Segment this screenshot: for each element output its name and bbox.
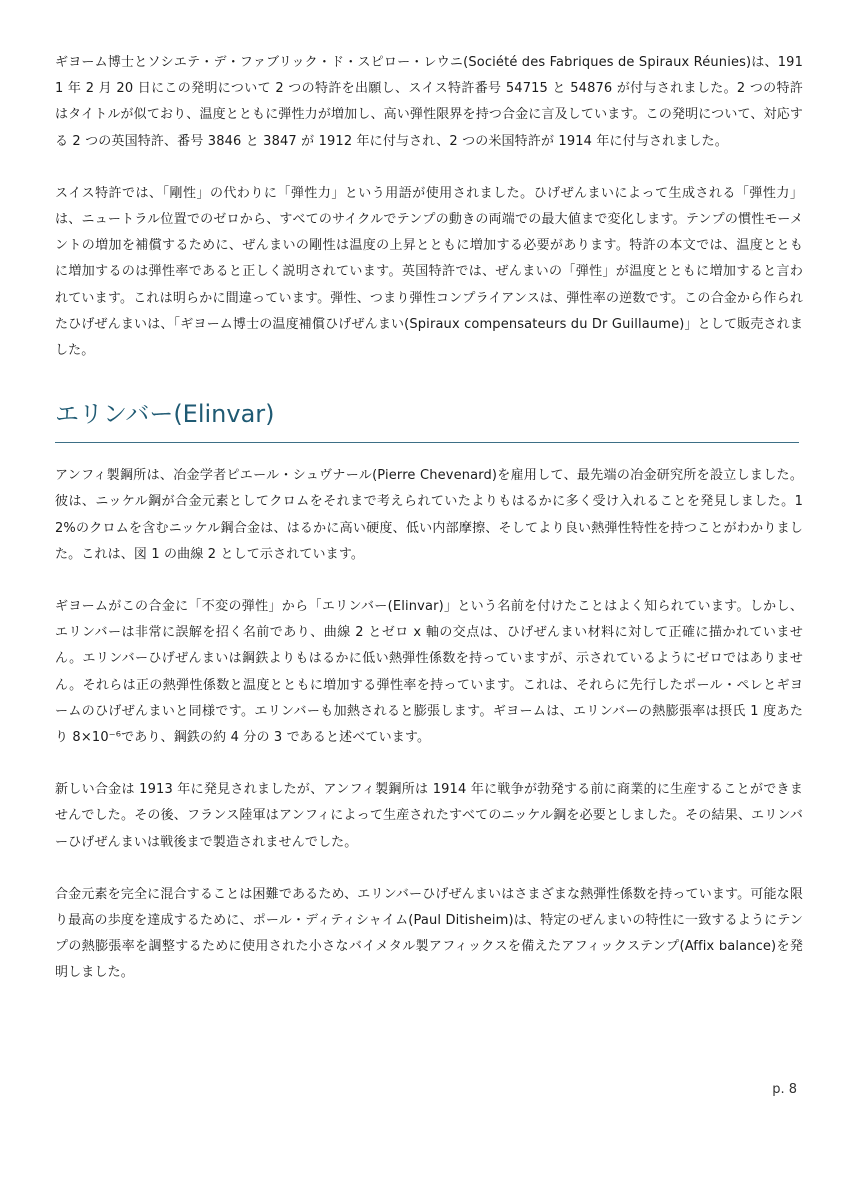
elinvar-paragraph-2: ギヨームがこの合金に「不変の弾性」から「エリンバー(Elinvar)」という名前を付けたことはよく知られています。しかし、エリンバーは非常に誤解を招く名前であり、曲線 2 とゼロ x 軸の交点は、ひげぜんまい材料に対して正確に描かれていません。エリンバーひげぜんまいは鋼鉄よりもはるかに低い熱弾性係数を持っていますが、示されているようにゼロではありません。それらは正の熱弾性係数と温度とともに増加する弾性率を持っています。これは、それらに先行したポール・ペレとギヨームのひげぜんまいと同様です。エリンバーも加熱されると膨張します。ギヨームは、エリンバーの熱膨張率は摂氏 1 度あたり 8×10⁻⁶であり、鋼鉄の約 4 分の 3 であると述べています。 xyxy=(55,599,803,746)
intro-paragraph-2: スイス特許では、「剛性」の代わりに「弾性力」という用語が使用されました。ひげぜんまいによって生成される「弾性力」は、ニュートラル位置でのゼロから、すべてのサイクルでテンプの動きの両端での最大値まで変化します。テンプの慣性モーメントの増加を補償するために、ぜんまいの剛性は温度の上昇とともに増加する必要があります。特許の本文では、温度とともに増加するのは弾性率であると正しく説明されています。英国特許では、ぜんまいの「弾性」が温度とともに増加すると言われています。これは明らかに間違っています。弾性、つまり弾性コンプライアンスは、弾性率の逆数です。この合金から作られたひげぜんまいは、「ギヨーム博士の温度補償ひげぜんまい(Spiraux compensateurs du Dr Guillaume)」として販売されました。 xyxy=(55,185,803,359)
page-number: p. 8 xyxy=(772,1082,797,1097)
elinvar-paragraph-4: 合金元素を完全に混合することは困難であるため、エリンバーひげぜんまいはさまざまな熱弾性係数を持っています。可能な限り最高の歩度を達成するために、ポール・ディティシャイム(Paul Ditisheim)は、特定のぜんまいの特性に一致するようにテンプの熱膨張率を調整するために使用された小さなバイメタル製アフィックスを備えたアフィックステンプ(Affix balance)を発明しました。 xyxy=(55,886,803,981)
section-heading-elinvar: エリンバー(Elinvar) xyxy=(55,398,799,443)
page-content xyxy=(55,50,803,987)
intro-paragraph-1: ギヨーム博士とソシエテ・デ・ファブリック・ド・スピロー・レウニ(Société des Fabriques de Spiraux Réunies)は、1911 年 2 月 20 日にこの発明について 2 つの特許を出願し、スイス特許番号 54715 と 54876 が付与されました。2 つの特許はタイトルが似ており、温度とともに弾性力が増加し、高い弾性限界を持つ合金に言及しています。この発明について、対応する 2 つの英国特許、番号 3846 と 3847 が 1912 年に付与され、2 つの米国特許が 1914 年に付与されました。 xyxy=(55,55,803,149)
elinvar-paragraph-1: アンフィ製鋼所は、冶金学者ピエール・シュヴナール(Pierre Chevenard)を雇用して、最先端の冶金研究所を設立しました。彼は、ニッケル鋼が合金元素としてクロムをそれまで考えられていたよりもはるかに多く受け入れることを発見しました。12%のクロムを含むニッケル鋼合金は、はるかに高い硬度、低い内部摩擦、そしてより良い熱弾性特性を持つことがわかりました。これは、図 1 の曲線 2 として示されています。 xyxy=(55,468,803,562)
elinvar-paragraph-3: 新しい合金は 1913 年に発見されましたが、アンフィ製鋼所は 1914 年に戦争が勃発する前に商業的に生産することができませんでした。その後、フランス陸軍はアンフィによって生産されたすべてのニッケル鋼を必要としました。その結果、エリンバーひげぜんまいは戦後まで製造されませんでした。 xyxy=(55,782,803,850)
